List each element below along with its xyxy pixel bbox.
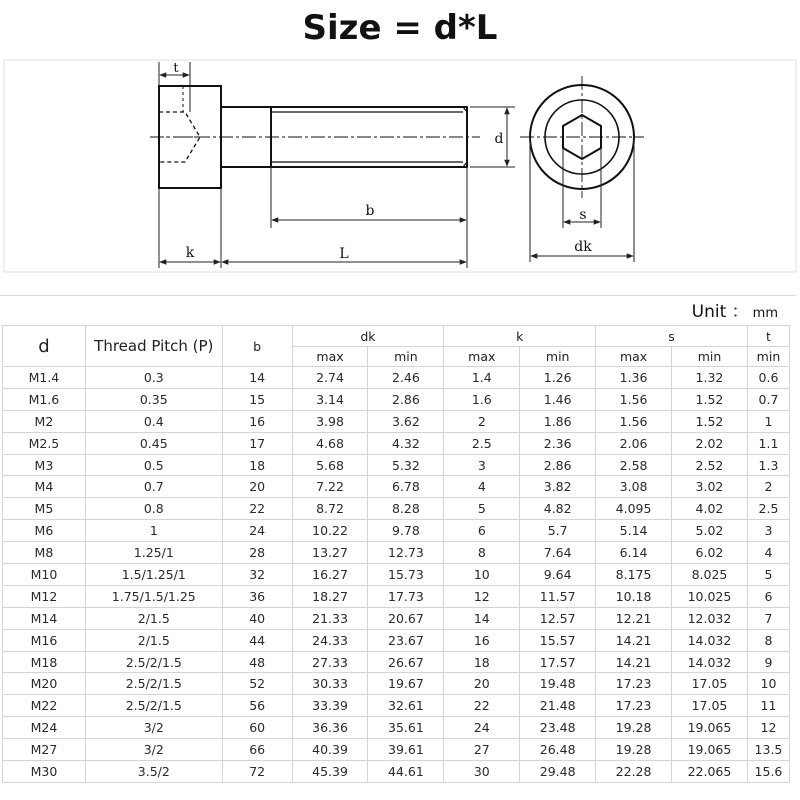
cell-s-min: 22.065	[672, 761, 748, 783]
cell-s-max: 22.28	[596, 761, 672, 783]
cell-t-min: 11	[747, 695, 789, 717]
header-d: d	[3, 326, 86, 367]
header-b: b	[222, 326, 292, 367]
cell-thread-pitch: 0.7	[85, 476, 222, 498]
cell-dk-max: 8.72	[292, 498, 368, 520]
cell-t-min: 1	[747, 410, 789, 432]
cell-dk-min: 5.32	[368, 454, 444, 476]
cell-dk-min: 35.61	[368, 717, 444, 739]
cell-b: 40	[222, 607, 292, 629]
table-body	[3, 367, 790, 783]
cell-dk-max: 27.33	[292, 651, 368, 673]
cell-k-min: 3.82	[520, 476, 596, 498]
cell-size: M22	[3, 695, 86, 717]
cell-s-min: 14.032	[672, 651, 748, 673]
table-row	[3, 388, 790, 410]
label-s: s	[579, 207, 587, 223]
cell-thread-pitch: 3/2	[85, 717, 222, 739]
cell-s-max: 8.175	[596, 564, 672, 586]
cell-s-min: 3.02	[672, 476, 748, 498]
label-d: d	[494, 131, 504, 147]
cell-k-max: 30	[444, 761, 520, 783]
cell-dk-max: 10.22	[292, 520, 368, 542]
cell-s-max: 17.23	[596, 673, 672, 695]
cell-dk-min: 17.73	[368, 585, 444, 607]
cell-s-max: 2.06	[596, 432, 672, 454]
label-t: t	[173, 61, 179, 76]
table-row	[3, 607, 790, 629]
cell-s-max: 6.14	[596, 542, 672, 564]
cell-s-max: 14.21	[596, 651, 672, 673]
cell-k-max: 24	[444, 717, 520, 739]
cell-dk-min: 8.28	[368, 498, 444, 520]
dimension-k-L	[159, 188, 467, 268]
cell-k-max: 14	[444, 607, 520, 629]
cell-s-max: 3.08	[596, 476, 672, 498]
cell-s-min: 2.52	[672, 454, 748, 476]
cell-thread-pitch: 1.25/1	[85, 542, 222, 564]
cell-size: M4	[3, 476, 86, 498]
header-dk-max: max	[292, 347, 368, 367]
label-dk: dk	[574, 239, 592, 255]
cell-s-min: 1.52	[672, 410, 748, 432]
cell-k-min: 5.7	[520, 520, 596, 542]
cell-s-min: 2.02	[672, 432, 748, 454]
header-t: t	[747, 326, 789, 347]
cell-t-min: 10	[747, 673, 789, 695]
table-row	[3, 585, 790, 607]
cell-dk-max: 13.27	[292, 542, 368, 564]
cell-b: 32	[222, 564, 292, 586]
cell-dk-min: 19.67	[368, 673, 444, 695]
label-k: k	[185, 245, 195, 261]
cell-s-min: 10.025	[672, 585, 748, 607]
header-dk: dk	[292, 326, 444, 347]
cell-dk-min: 32.61	[368, 695, 444, 717]
table-row	[3, 498, 790, 520]
screw-technical-drawing	[0, 0, 800, 300]
cell-t-min: 0.6	[747, 367, 789, 389]
cell-dk-min: 20.67	[368, 607, 444, 629]
header-thread-pitch: Thread Pitch (P)	[85, 326, 222, 367]
cell-dk-min: 39.61	[368, 739, 444, 761]
cell-s-min: 17.05	[672, 673, 748, 695]
table-row	[3, 542, 790, 564]
cell-dk-max: 21.33	[292, 607, 368, 629]
cell-dk-min: 2.46	[368, 367, 444, 389]
cell-b: 20	[222, 476, 292, 498]
cell-s-min: 1.32	[672, 367, 748, 389]
cell-thread-pitch: 0.5	[85, 454, 222, 476]
cell-k-max: 1.4	[444, 367, 520, 389]
table-row	[3, 673, 790, 695]
table-row	[3, 717, 790, 739]
cell-t-min: 0.7	[747, 388, 789, 410]
table-row	[3, 432, 790, 454]
cell-k-min: 1.86	[520, 410, 596, 432]
cell-b: 60	[222, 717, 292, 739]
table-row	[3, 367, 790, 389]
unit-label	[692, 297, 778, 322]
cell-dk-max: 40.39	[292, 739, 368, 761]
cell-dk-max: 16.27	[292, 564, 368, 586]
cell-s-min: 12.032	[672, 607, 748, 629]
cell-k-min: 12.57	[520, 607, 596, 629]
cell-t-min: 9	[747, 651, 789, 673]
cell-t-min: 4	[747, 542, 789, 564]
cell-t-min: 6	[747, 585, 789, 607]
cell-b: 44	[222, 629, 292, 651]
cell-s-min: 5.02	[672, 520, 748, 542]
cell-t-min: 1.1	[747, 432, 789, 454]
cell-t-min: 8	[747, 629, 789, 651]
cell-size: M18	[3, 651, 86, 673]
cell-k-max: 4	[444, 476, 520, 498]
cell-thread-pitch: 0.8	[85, 498, 222, 520]
cell-b: 48	[222, 651, 292, 673]
cell-thread-pitch: 1	[85, 520, 222, 542]
cell-dk-min: 4.32	[368, 432, 444, 454]
cell-dk-min: 44.61	[368, 761, 444, 783]
cell-k-min: 11.57	[520, 585, 596, 607]
cell-k-min: 21.48	[520, 695, 596, 717]
cell-s-max: 2.58	[596, 454, 672, 476]
cell-s-max: 4.095	[596, 498, 672, 520]
cell-dk-max: 33.39	[292, 695, 368, 717]
cell-k-max: 1.6	[444, 388, 520, 410]
cell-dk-min: 12.73	[368, 542, 444, 564]
cell-size: M2	[3, 410, 86, 432]
cell-k-max: 22	[444, 695, 520, 717]
cell-k-max: 18	[444, 651, 520, 673]
cell-thread-pitch: 2/1.5	[85, 607, 222, 629]
cell-thread-pitch: 0.45	[85, 432, 222, 454]
cell-b: 15	[222, 388, 292, 410]
cell-thread-pitch: 2.5/2/1.5	[85, 651, 222, 673]
cell-t-min: 2.5	[747, 498, 789, 520]
cell-s-max: 12.21	[596, 607, 672, 629]
cell-k-min: 17.57	[520, 651, 596, 673]
cell-k-max: 20	[444, 673, 520, 695]
cell-s-max: 17.23	[596, 695, 672, 717]
cell-k-max: 10	[444, 564, 520, 586]
cell-size: M10	[3, 564, 86, 586]
cell-s-max: 1.36	[596, 367, 672, 389]
cell-thread-pitch: 2/1.5	[85, 629, 222, 651]
cell-s-max: 19.28	[596, 717, 672, 739]
cell-dk-min: 3.62	[368, 410, 444, 432]
cell-t-min: 5	[747, 564, 789, 586]
cell-t-min: 3	[747, 520, 789, 542]
cell-k-min: 7.64	[520, 542, 596, 564]
cell-s-min: 19.065	[672, 717, 748, 739]
screw-end-view	[520, 76, 644, 198]
cell-dk-max: 24.33	[292, 629, 368, 651]
cell-b: 28	[222, 542, 292, 564]
header-k-max: max	[444, 347, 520, 367]
cell-s-max: 10.18	[596, 585, 672, 607]
cell-size: M2.5	[3, 432, 86, 454]
header-s-max: max	[596, 347, 672, 367]
cell-k-max: 12	[444, 585, 520, 607]
header-s-min: min	[672, 347, 748, 367]
page-title: Size = d*L	[302, 8, 498, 48]
cell-s-min: 1.52	[672, 388, 748, 410]
cell-k-min: 29.48	[520, 761, 596, 783]
cell-k-max: 2.5	[444, 432, 520, 454]
cell-k-max: 27	[444, 739, 520, 761]
cell-size: M20	[3, 673, 86, 695]
cell-dk-max: 2.74	[292, 367, 368, 389]
table-row	[3, 520, 790, 542]
cell-thread-pitch: 2.5/2/1.5	[85, 695, 222, 717]
cell-s-max: 19.28	[596, 739, 672, 761]
cell-b: 66	[222, 739, 292, 761]
header-s: s	[596, 326, 748, 347]
cell-dk-max: 18.27	[292, 585, 368, 607]
cell-k-min: 9.64	[520, 564, 596, 586]
cell-size: M27	[3, 739, 86, 761]
cell-s-min: 6.02	[672, 542, 748, 564]
cell-size: M30	[3, 761, 86, 783]
cell-size: M8	[3, 542, 86, 564]
cell-k-max: 2	[444, 410, 520, 432]
cell-dk-max: 7.22	[292, 476, 368, 498]
label-b: b	[365, 203, 375, 219]
cell-b: 72	[222, 761, 292, 783]
cell-dk-min: 9.78	[368, 520, 444, 542]
table-row	[3, 476, 790, 498]
cell-size: M5	[3, 498, 86, 520]
cell-b: 52	[222, 673, 292, 695]
cell-thread-pitch: 1.75/1.5/1.25	[85, 585, 222, 607]
cell-b: 24	[222, 520, 292, 542]
cell-dk-min: 2.86	[368, 388, 444, 410]
cell-t-min: 7	[747, 607, 789, 629]
cell-k-min: 2.86	[520, 454, 596, 476]
cell-b: 16	[222, 410, 292, 432]
cell-s-max: 1.56	[596, 410, 672, 432]
cell-b: 56	[222, 695, 292, 717]
cell-k-max: 5	[444, 498, 520, 520]
cell-k-min: 26.48	[520, 739, 596, 761]
cell-t-min: 13.5	[747, 739, 789, 761]
cell-k-min: 23.48	[520, 717, 596, 739]
cell-dk-min: 15.73	[368, 564, 444, 586]
cell-dk-max: 36.36	[292, 717, 368, 739]
cell-s-min: 17.05	[672, 695, 748, 717]
table-row	[3, 739, 790, 761]
cell-thread-pitch: 3/2	[85, 739, 222, 761]
cell-size: M6	[3, 520, 86, 542]
table-row	[3, 761, 790, 783]
dimension-table	[2, 325, 790, 783]
cell-k-min: 4.82	[520, 498, 596, 520]
header-t-min: min	[747, 347, 789, 367]
cell-size: M24	[3, 717, 86, 739]
table-row	[3, 410, 790, 432]
cell-k-max: 3	[444, 454, 520, 476]
cell-dk-min: 6.78	[368, 476, 444, 498]
unit-value: mm	[752, 306, 778, 321]
cell-b: 22	[222, 498, 292, 520]
cell-k-min: 15.57	[520, 629, 596, 651]
cell-thread-pitch: 0.35	[85, 388, 222, 410]
table-row	[3, 629, 790, 651]
cell-s-min: 8.025	[672, 564, 748, 586]
cell-dk-max: 3.14	[292, 388, 368, 410]
cell-b: 17	[222, 432, 292, 454]
cell-size: M16	[3, 629, 86, 651]
table-row	[3, 454, 790, 476]
cell-k-min: 1.26	[520, 367, 596, 389]
table-row	[3, 651, 790, 673]
cell-t-min: 1.3	[747, 454, 789, 476]
cell-dk-max: 3.98	[292, 410, 368, 432]
cell-b: 36	[222, 585, 292, 607]
cell-dk-max: 30.33	[292, 673, 368, 695]
cell-dk-max: 4.68	[292, 432, 368, 454]
cell-size: M12	[3, 585, 86, 607]
cell-t-min: 12	[747, 717, 789, 739]
cell-k-min: 19.48	[520, 673, 596, 695]
cell-s-max: 14.21	[596, 629, 672, 651]
cell-dk-min: 23.67	[368, 629, 444, 651]
table-row	[3, 564, 790, 586]
cell-dk-min: 26.67	[368, 651, 444, 673]
cell-thread-pitch: 0.3	[85, 367, 222, 389]
cell-size: M14	[3, 607, 86, 629]
cell-dk-max: 5.68	[292, 454, 368, 476]
cell-thread-pitch: 2.5/2/1.5	[85, 673, 222, 695]
cell-thread-pitch: 3.5/2	[85, 761, 222, 783]
cell-dk-max: 45.39	[292, 761, 368, 783]
header-k-min: min	[520, 347, 596, 367]
cell-size: M3	[3, 454, 86, 476]
cell-thread-pitch: 0.4	[85, 410, 222, 432]
cell-k-min: 1.46	[520, 388, 596, 410]
header-dk-min: min	[368, 347, 444, 367]
cell-k-max: 6	[444, 520, 520, 542]
cell-size: M1.4	[3, 367, 86, 389]
cell-t-min: 2	[747, 476, 789, 498]
cell-thread-pitch: 1.5/1.25/1	[85, 564, 222, 586]
label-L: L	[339, 246, 349, 262]
cell-k-max: 8	[444, 542, 520, 564]
cell-k-min: 2.36	[520, 432, 596, 454]
table-row	[3, 695, 790, 717]
unit-text: Unit ：	[691, 302, 749, 322]
cell-s-max: 1.56	[596, 388, 672, 410]
cell-size: M1.6	[3, 388, 86, 410]
divider	[0, 295, 796, 296]
cell-s-min: 19.065	[672, 739, 748, 761]
screw-side-view	[150, 86, 480, 188]
cell-s-min: 14.032	[672, 629, 748, 651]
header-k: k	[444, 326, 596, 347]
cell-b: 14	[222, 367, 292, 389]
cell-k-max: 16	[444, 629, 520, 651]
cell-s-max: 5.14	[596, 520, 672, 542]
cell-t-min: 15.6	[747, 761, 789, 783]
cell-b: 18	[222, 454, 292, 476]
cell-s-min: 4.02	[672, 498, 748, 520]
